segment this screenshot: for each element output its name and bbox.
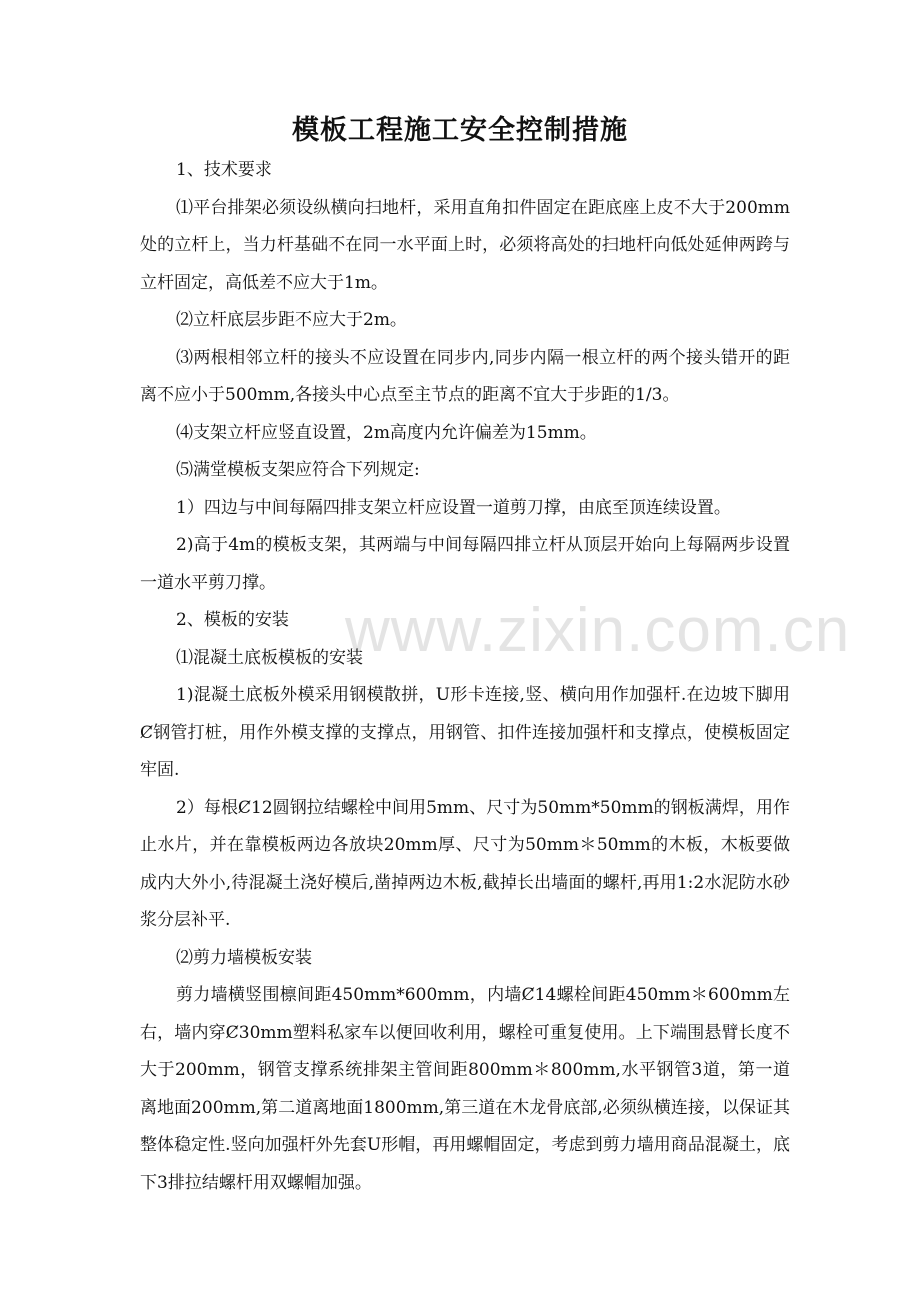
list-item-outer-formwork: 1)混凝土底板外模采用钢模散拼，U形卡连接,竖、横向用作加强杆.在边坡下脚用Ȼ钢管打桩，用作外模支撑的支撑点，用钢管、扣件连接加强杆和支撑点，使模板固定牢固.: [140, 685, 790, 780]
heading-technical-requirements: 1、技术要求: [176, 160, 272, 180]
document-body: [140, 152, 790, 1202]
paragraph-full-support-rules: ⑸满堂模板支架应符合下列规定:: [176, 460, 420, 480]
paragraph-shear-wall-details: 剪力墙横竖围檩间距450mm*600mm，内墙Ȼ14螺栓间距450mm＊600mm左右，墙内穿Ȼ30mm塑料私家车以便回收利用，螺栓可重复使用。上下端围悬臂长度不大于200mm，钢管支撑系统排架主管间距800mm＊800mm,水平钢管3道，第一道离地面200mm,第二道离地面1800mm,第三道在木龙骨底部,必须纵横连接，以保证其整体稳定性.竖向加强杆外先套U形帽，再用螺帽固定，考虑到剪力墙用商品混凝土，底下3排拉结螺杆用双螺帽加强。: [140, 985, 790, 1193]
heading-formwork-installation: 2、模板的安装: [176, 610, 289, 630]
paragraph-step-distance: ⑵立杆底层步距不应大于2m。: [176, 310, 407, 330]
paragraph-sweep-rod: ⑴平台排架必须设纵横向扫地杆，采用直角扣件固定在距底座上皮不大于200mm处的立杆上，当力杆基础不在同一水平面上时，必须将高处的扫地杆向低处延伸两跨与立杆固定，高低差不应大于1m。: [140, 197, 790, 293]
list-item-horizontal-brace: 2)高于4m的模板支架，其两端与中间每隔四排立杆从顶层开始向上每隔两步设置一道水平剪刀撑。: [140, 535, 790, 593]
paragraph-vertical-tolerance: ⑷支架立杆应竖直设置，2m高度内允许偏差为15mm。: [176, 422, 597, 443]
list-item-tie-bolt: 2）每根Ȼ12圆钢拉结螺栓中间用5mm、尺寸为50mm*50mm的钢板满焊，用作止水片，并在靠模板两边各放块20mm厚、尺寸为50mm＊50mm的木板，木板要做成内大外小,待混凝土浇好模后,凿掉两边木板,截掉长出墙面的螺杆,再用1:2水泥防水砂浆分层补平.: [140, 797, 790, 930]
subheading-shear-wall-formwork: ⑵剪力墙模板安装: [176, 947, 312, 968]
list-item-scissor-brace: 1）四边与中间每隔四排支架立杆应设置一道剪刀撑，由底至顶连续设置。: [176, 497, 731, 518]
subheading-slab-formwork: ⑴混凝土底板模板的安装: [176, 647, 363, 668]
document-title: 模板工程施工安全控制措施: [292, 115, 628, 146]
paragraph-joint-offset: ⑶两根相邻立杆的接头不应设置在同步内,同步内隔一根立杆的两个接头错开的距离不应小于500mm,各接头中心点至主节点的距离不宜大于步距的1/3。: [140, 347, 790, 405]
watermark: www.zixin.com.cn: [345, 596, 851, 665]
